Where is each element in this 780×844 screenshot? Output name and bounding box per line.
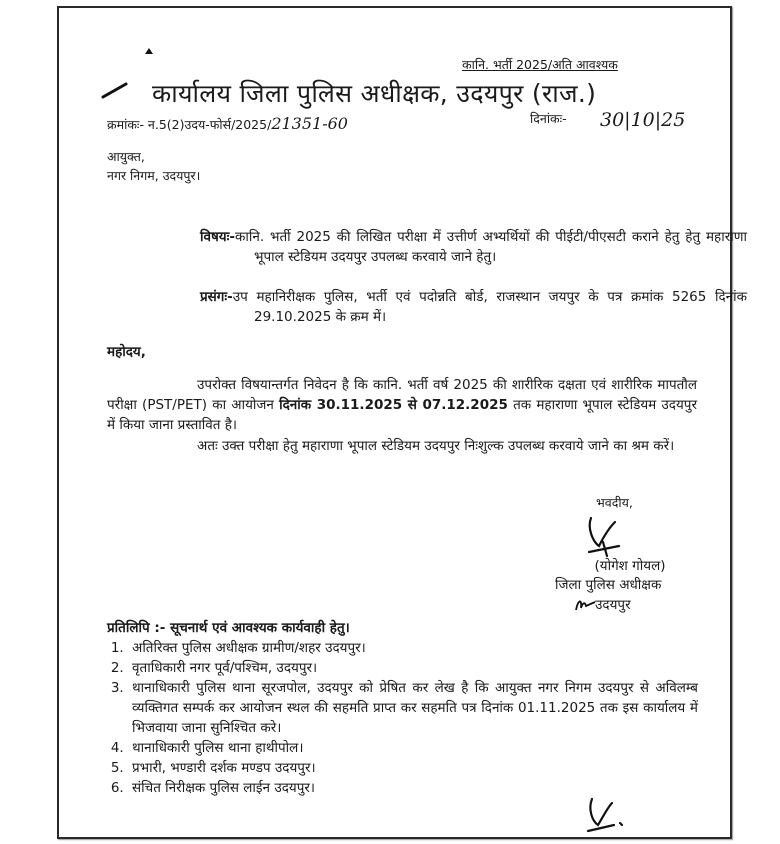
ref-label: क्रमांकः- न.5(2)उदय-फोर्स/2025/ <box>107 117 272 132</box>
pen-mark <box>100 80 130 100</box>
body-paragraph-1 <box>107 375 697 435</box>
body-paragraph-2: अतः उक्त परीक्षा हेतु महाराणा भूपाल स्टेडियम उदयपुर निःशुल्क उपलब्ध करवाये जाने का श्रम करें। <box>197 438 675 454</box>
copy-heading: प्रतिलिपि :- सूचनार्थ एवं आवश्यक कार्यवाही हेतु। <box>107 620 350 636</box>
office-title: कार्यालय जिला पुलिस अधीक्षक, उदयपुर (राज.) <box>152 79 597 108</box>
reference-number <box>107 114 348 133</box>
signature <box>585 512 625 558</box>
exam-dates: दिनांक 30.11.2025 से 07.12.2025 <box>279 397 508 413</box>
date-label: दिनांकः- <box>530 111 567 126</box>
para1-text: उपरोक्त विषयान्तर्गत निवेदन है कि कानि. भर्ती वर्ष 2025 की शारीरिक दक्षता एवं शारीरिक मापतौल परीक्षा (PST/PET) का आयोजन <box>107 377 697 413</box>
addressee-office: नगर निगम, उदयपुर। <box>107 168 201 183</box>
subject-label: विषयः- <box>200 229 235 245</box>
reference <box>200 287 747 327</box>
initials <box>573 596 597 612</box>
subject <box>200 227 747 267</box>
salutation: महोदय, <box>107 344 146 360</box>
copy-item: 3. थानाधिकारी पुलिस थाना सूरजपोल, उदयपुर को प्रेषित कर लेख है कि आयुक्त नगर निगम उदयपुर से अविलम्ब व्यक्तिगत सम्पर्क कर आयोजन स्थल की सहमति प्राप्त कर सहमति पत्र दिनांक 01.11.2025 तक इस कार्यालय में भिजवाया जाना सुनिश्चित करे। <box>128 678 698 738</box>
signatory-place: उदयपुर <box>595 597 631 613</box>
copy-list <box>108 638 698 798</box>
para1-text-end: तक महाराणा भूपाल स्टेडियम उदयपुर में किया जाना प्रस्तावित है। <box>107 397 697 433</box>
signatory-designation: जिला पुलिस अधीक्षक <box>555 577 662 593</box>
closing: भवदीय, <box>596 495 633 510</box>
copy-item: 2. वृताधिकारी नगर पूर्व/पश्चिम, उदयपुर। <box>128 658 698 678</box>
copy-item: 5. प्रभारी, भण्डारी दर्शक मण्डप उदयपुर। <box>128 758 698 778</box>
signatory-block <box>570 557 690 576</box>
copy-item: 6. संचित निरीक्षक पुलिस लाईन उदयपुर। <box>128 778 698 798</box>
header-tag: कानि. भर्ती 2025/अति आवश्यक <box>462 57 618 72</box>
addressee-title: आयुक्त, <box>107 149 145 164</box>
ref-handwritten: 21351-60 <box>271 114 348 133</box>
signatory-name: (योगेश गोयल) <box>594 558 666 574</box>
ink-dot <box>145 48 153 54</box>
copy-item: 1. अतिरिक्त पुलिस अधीक्षक ग्रामीण/शहर उदयपुर। <box>128 638 698 658</box>
date-handwritten: 30|10|25 <box>600 109 686 131</box>
copy-item: 4. थानाधिकारी पुलिस थाना हाथीपोल। <box>128 738 698 758</box>
addressee <box>107 147 200 185</box>
bottom-initials <box>580 795 630 835</box>
subject-text: कानि. भर्ती 2025 की लिखित परीक्षा में उत्तीर्ण अभ्यर्थियों की पीईटी/पीएसटी कराने हेतु हेतु महाराणा भूपाल स्टेडियम उदयपुर उपलब्ध करवाये जाने हेतु। <box>234 229 747 265</box>
reference-label: प्रसंगः- <box>200 289 233 305</box>
reference-text: उप महानिरीक्षक पुलिस, भर्ती एवं पदोन्नति बोर्ड, राजस्थान जयपुर के पत्र क्रमांक 5265 दिनांक 29.10.2025 के क्रम में। <box>232 289 747 325</box>
